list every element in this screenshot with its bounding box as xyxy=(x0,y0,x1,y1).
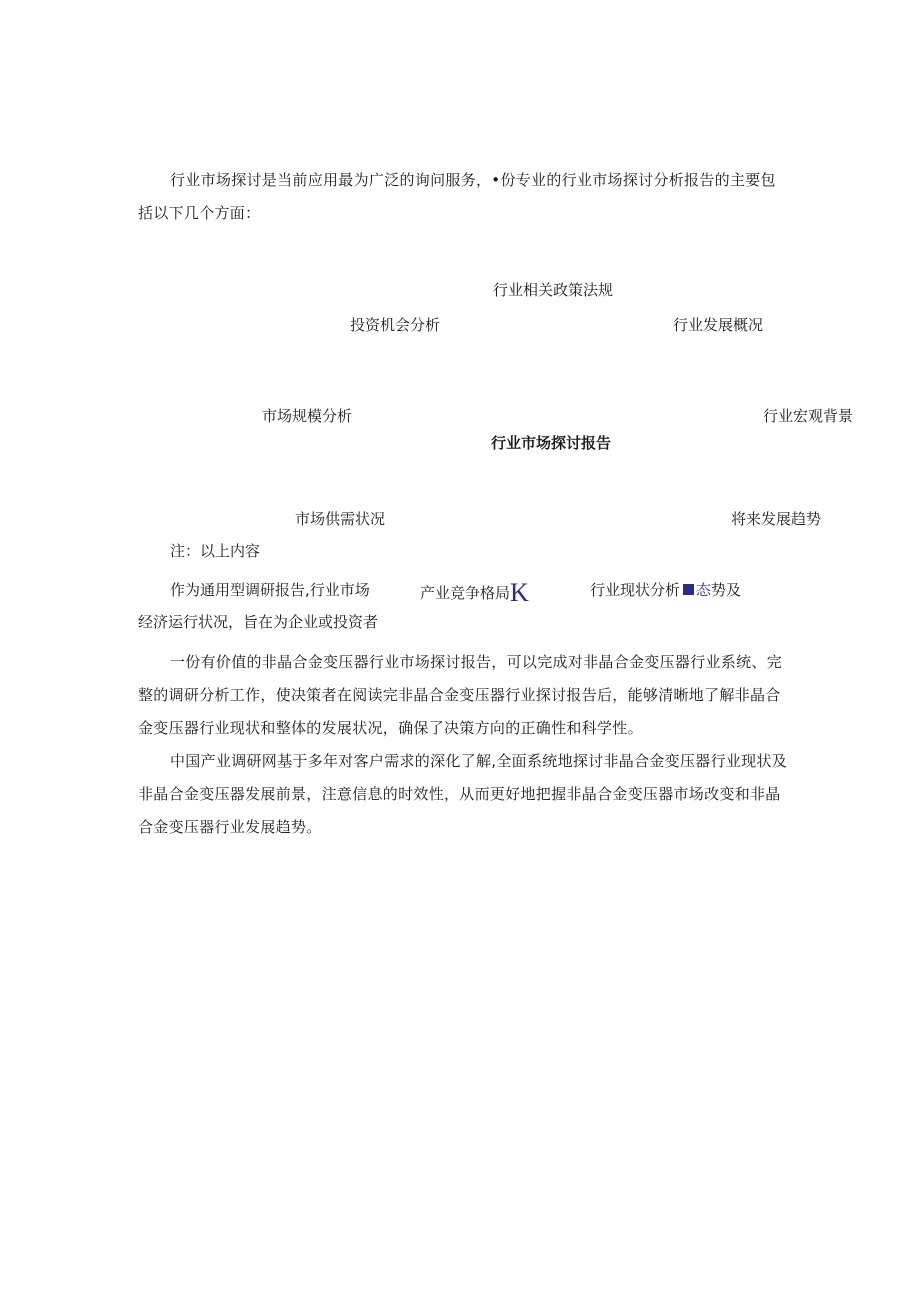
diagram-item-investment: 投资机会分析 xyxy=(350,316,441,334)
general-line-1-wrap xyxy=(420,578,529,607)
note-label: 注：以上内容 xyxy=(170,542,261,560)
intro-paragraph: 行业市场探讨是当前应用最为广泛的询问服务，•份专业的行业市场探讨分析报告的主要包括以下几个方面： xyxy=(138,171,776,222)
square-icon xyxy=(683,584,694,595)
general-line-1c: 行业现状分析 xyxy=(590,581,681,599)
diagram-item-trend: 将来发展趋势 xyxy=(731,510,822,528)
general-line-1c-wrap xyxy=(590,580,741,600)
general-line-1a: 作为通用型调研报告,行业市场 xyxy=(170,581,370,599)
general-line-1e: 势及 xyxy=(711,581,742,599)
diagram-center-label: 行业市场探讨报告 xyxy=(491,434,612,452)
diagram-item-overview: 行业发展概况 xyxy=(673,316,764,334)
general-line-1b: 产业竞争格局 xyxy=(420,584,511,602)
diagram-item-scale: 市场规模分析 xyxy=(262,407,353,425)
body-paragraph-2: 中国产业调研网基于多年对客户需求的深化了解,全面系统地探讨非晶合金变压器行业现状及非晶合金变压器发展前景，注意信息的时效性，从而更好地把握非晶合金变压器市场改变和非晶合金变压器行业发展趋势。 xyxy=(138,752,788,836)
diagram-item-supply: 市场供需状况 xyxy=(295,510,386,528)
general-line-1d: 态 xyxy=(696,581,712,599)
body-paragraph-1: 一份有价值的非晶合金变压器行业市场探讨报告，可以完成对非晶合金变压器行业系统、完整的调研分析工作，使决策者在阅读完非晶合金变压器行业探讨报告后，能够清晰地了解非晶合金变压器行业现状和整体的发展状况，确保了决策方向的正确性和科学性。 xyxy=(138,653,783,737)
general-line-1k: K xyxy=(510,578,529,607)
diagram-item-macro: 行业宏观背景 xyxy=(763,407,854,425)
diagram-item-policy: 行业相关政策法规 xyxy=(493,281,614,299)
general-line-2: 经济运行状况，旨在为企业或投资者 xyxy=(138,613,379,631)
